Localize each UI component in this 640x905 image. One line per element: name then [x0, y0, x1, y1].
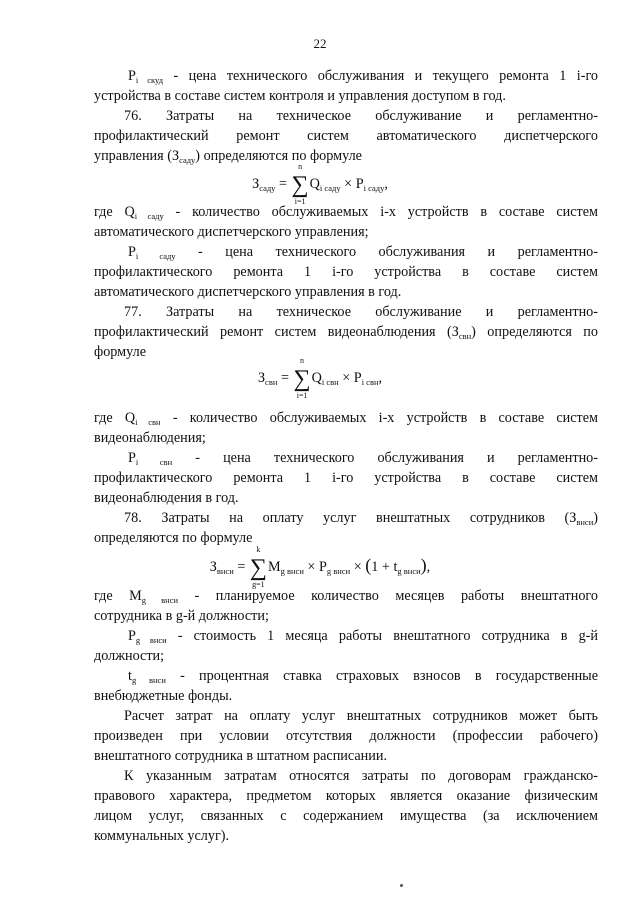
text-fragment: ) определяются по	[471, 324, 598, 340]
equals-sign: =	[280, 370, 289, 386]
paragraph-line: профилактический ремонт систем автоматического диспетчерского	[94, 128, 598, 144]
text-fragment: - цена технического обслуживания и регламентно-	[172, 450, 599, 466]
paragraph-line: профилактического ремонта 1 i-го устройства в составе систем	[94, 470, 598, 486]
summation-sign	[249, 545, 267, 589]
paragraph-line: правового характера, предметом которых является оказание физическим	[94, 788, 598, 804]
open-paren: (	[365, 555, 372, 575]
sum-lower-limit: g=1	[252, 580, 265, 589]
paragraph-line: сотрудника в g-й должности;	[94, 608, 269, 624]
times-sign: ×	[353, 559, 362, 575]
sum-upper-limit: n	[298, 162, 303, 171]
close-paren: )	[420, 555, 427, 575]
symbol-z: З	[252, 176, 260, 192]
scan-speck	[400, 884, 403, 887]
paragraph-line: автоматического диспетчерского управления в год.	[94, 284, 402, 300]
formula-z-svn	[0, 356, 640, 400]
paragraph-line: коммунальных услуг).	[94, 828, 230, 844]
text-fragment: профилактический ремонт систем видеонаблюдения (	[94, 324, 452, 340]
subscript-svn-i: i свн	[135, 457, 173, 467]
symbol-t: t	[128, 668, 132, 684]
formula-z-sadu	[0, 162, 640, 206]
paragraph-line: внебюджетные фонды.	[94, 688, 233, 704]
times-sign: ×	[342, 370, 351, 386]
number-one: 1	[371, 559, 379, 575]
sigma-glyph: ∑	[291, 172, 309, 198]
symbol-m: M	[129, 588, 142, 604]
symbol-p: P	[355, 176, 364, 192]
text-fragment: где	[94, 204, 125, 220]
sigma-glyph: ∑	[249, 555, 267, 581]
comma: ,	[378, 370, 383, 386]
paragraph-line: устройства в составе систем контроля и управления доступом в год.	[94, 88, 506, 104]
symbol-z: З	[171, 148, 180, 164]
symbol-q: Q	[124, 204, 135, 220]
formula-z-vnsi	[0, 545, 640, 589]
paragraph-line: формуле	[94, 344, 146, 360]
symbol-q: Q	[309, 176, 320, 192]
equals-sign: =	[278, 176, 287, 192]
paragraph-line: автоматического диспетчерского управления;	[94, 224, 369, 240]
subscript-svn: свн	[458, 331, 472, 341]
paragraph-line: видеонаблюдения;	[94, 430, 206, 446]
subscript-sadu-i: i саду	[319, 183, 341, 193]
text-fragment: )	[593, 510, 598, 526]
subscript-sadu: саду	[259, 183, 276, 193]
text-fragment: - цена технического обслуживания и регламентно-	[175, 244, 598, 260]
symbol-p: P	[128, 68, 136, 84]
subscript-sadu-i: i саду	[134, 211, 164, 221]
paragraph-line	[94, 146, 598, 170]
symbol-p: P	[128, 450, 136, 466]
subscript-svn-i: i свн	[361, 377, 379, 387]
subscript-sadu: саду	[179, 155, 196, 165]
item-76-heading: 76. Затраты на техническое обслуживание и регламентно-	[124, 108, 598, 124]
times-sign: ×	[344, 176, 353, 192]
text-fragment: 78. Затраты на оплату услуг внештатных сотрудников (	[124, 510, 570, 526]
sum-lower-limit: i=1	[294, 197, 306, 206]
text-fragment: - количество обслуживаемых i-х устройств в составе систем	[160, 410, 598, 426]
symbol-t: t	[393, 559, 398, 575]
text-fragment: - стоимость 1 месяца работы внештатного сотрудника в g-й	[166, 628, 598, 644]
subscript-g-vnsi: g внси	[141, 595, 179, 605]
summation-sign	[293, 356, 311, 400]
subscript-svn-i: i свн	[321, 377, 339, 387]
paragraph-line: лицом услуг, связанных с содержанием имущества (за исключением	[94, 808, 598, 824]
text-fragment: управления (	[94, 148, 172, 164]
sum-upper-limit: k	[256, 545, 261, 554]
symbol-z: З	[569, 510, 577, 526]
subscript-g-vnsi: g внси	[397, 566, 421, 576]
paragraph-line: должности;	[94, 648, 165, 664]
plus-sign: +	[381, 559, 390, 575]
text-fragment: - количество обслуживаемых i-х устройств в составе систем	[163, 204, 598, 220]
text-fragment: где	[94, 410, 125, 426]
summation-sign	[291, 162, 309, 206]
paragraph-line: определяются по формуле	[94, 530, 253, 546]
symbol-p: P	[318, 559, 327, 575]
comma: ,	[426, 559, 431, 575]
paragraph-line: профилактического ремонта 1 i-го устройства в составе систем	[94, 264, 598, 280]
page-number: 22	[313, 36, 327, 51]
subscript-g-vnsi: g внси	[131, 675, 166, 685]
symbol-p: P	[353, 370, 362, 386]
symbol-z: З	[451, 324, 459, 340]
subscript-g-vnsi: g внси	[326, 566, 351, 576]
symbol-z: З	[257, 370, 266, 386]
symbol-m: M	[267, 559, 281, 575]
subscript-skud: i скуд	[135, 75, 164, 85]
times-sign: ×	[307, 559, 316, 575]
subscript-vnsi: внси	[216, 566, 234, 576]
text-fragment: - процентная ставка страховых взносов в государственные	[165, 668, 598, 684]
symbol-z: З	[209, 559, 217, 575]
subscript-vnsi: внси	[576, 517, 594, 527]
comma: ,	[384, 176, 388, 192]
sum-upper-limit: n	[300, 356, 305, 365]
equals-sign: =	[237, 559, 246, 575]
text-fragment: - планируемое количество месяцев работы внештатного	[178, 588, 598, 604]
symbol-q: Q	[124, 410, 136, 426]
subscript-svn: свн	[265, 377, 278, 387]
subscript-sadu-i: i саду	[135, 251, 176, 261]
paragraph-line: К указанным затратам относятся затраты по договорам гражданско-	[124, 768, 598, 784]
subscript-svn-i: i свн	[135, 417, 161, 427]
paragraph-line: произведен при условии отсутствия должности (профессии рабочего)	[94, 728, 598, 744]
text-fragment: ) определяются по формуле	[195, 148, 362, 164]
symbol-p: P	[128, 628, 136, 644]
text-fragment: где	[94, 588, 130, 604]
paragraph-line: видеонаблюдения в год.	[94, 490, 239, 506]
paragraph-line: Расчет затрат на оплату услуг внештатных сотрудников может быть	[124, 708, 598, 724]
sigma-glyph: ∑	[293, 366, 311, 392]
paragraph-line: внештатного сотрудника в штатном расписании.	[94, 748, 387, 764]
symbol-q: Q	[311, 370, 322, 386]
subscript-sadu-i: i саду	[363, 183, 385, 193]
item-77-heading: 77. Затраты на техническое обслуживание и регламентно-	[124, 304, 598, 320]
symbol-p: P	[128, 244, 136, 260]
sum-lower-limit: i=1	[296, 391, 308, 400]
subscript-g-vnsi: g внси	[280, 566, 304, 576]
definition-text: - цена технического обслуживания и текущего ремонта 1 i-го	[163, 68, 599, 84]
subscript-g-vnsi: g внси	[135, 635, 167, 645]
